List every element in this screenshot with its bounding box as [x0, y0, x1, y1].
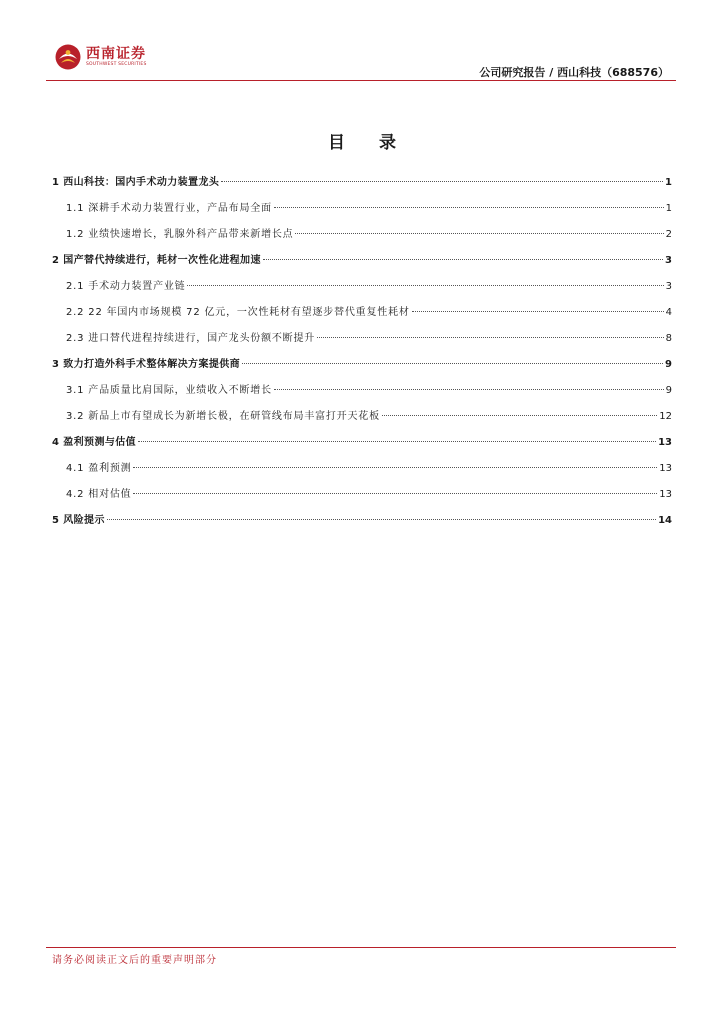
toc-dot-leader: [133, 493, 657, 494]
toc-entry-page: 13: [658, 437, 672, 448]
toc-entry-page: 1: [665, 177, 672, 188]
toc-dot-leader: [138, 441, 656, 442]
toc-entry-page: 12: [659, 411, 672, 422]
toc-entry[interactable]: [52, 378, 672, 404]
toc-entry-page: 1: [665, 203, 672, 214]
toc-entry[interactable]: [52, 482, 672, 508]
toc-entry-title: 3.2 新品上市有望成长为新增长极，在研管线布局丰富打开天花板: [66, 411, 380, 422]
toc-dot-leader: [317, 337, 664, 338]
footer-divider: [46, 947, 676, 948]
logo-wordmark: [86, 47, 147, 68]
toc-entry-title: 4 盈利预测与估值: [52, 437, 137, 448]
toc-entry-page: 9: [665, 359, 672, 370]
toc-entry[interactable]: [52, 456, 672, 482]
toc-dot-leader: [221, 181, 663, 182]
toc-dot-leader: [133, 467, 657, 468]
toc-entry-title: 1.1 深耕手术动力装置行业，产品布局全面: [66, 203, 272, 214]
toc-dot-leader: [295, 233, 663, 234]
footer-disclaimer: 请务必阅读正文后的重要声明部分: [52, 955, 217, 966]
toc-entry-page: 9: [665, 385, 672, 396]
toc-dot-leader: [263, 259, 663, 260]
toc-entry-title: 5 风险提示: [52, 515, 105, 526]
logo-english-name: SOUTHWEST SECURITIES: [86, 61, 147, 67]
toc-entry[interactable]: [52, 430, 672, 456]
toc-dot-leader: [107, 519, 656, 520]
toc-entry-page: 14: [658, 515, 672, 526]
logo-chinese-name: 西南证券: [86, 45, 146, 62]
company-logo: [55, 44, 147, 70]
toc-entry[interactable]: [52, 326, 672, 352]
toc-entry-title: 4.2 相对估值: [66, 489, 132, 500]
toc-dot-leader: [274, 389, 664, 390]
toc-dot-leader: [242, 363, 663, 364]
toc-entry-title: 3 致力打造外科手术整体解决方案提供商: [52, 359, 241, 370]
toc-entry-page: 8: [665, 333, 672, 344]
toc-entry-title: 2.1 手术动力装置产业链: [66, 281, 186, 292]
toc-entry-page: 3: [665, 281, 672, 292]
header-divider: [46, 80, 676, 81]
toc-dot-leader: [187, 285, 663, 286]
toc-entry[interactable]: [52, 222, 672, 248]
toc-entry-title: 2 国产替代持续进行，耗材一次性化进程加速: [52, 255, 261, 266]
toc-entry-title: 4.1 盈利预测: [66, 463, 132, 474]
toc-entry[interactable]: [52, 404, 672, 430]
toc-entry-title: 2.3 进口替代进程持续进行，国产龙头份额不断提升: [66, 333, 316, 344]
toc-entry-page: 4: [665, 307, 672, 318]
toc-entry-page: 2: [665, 229, 672, 240]
table-of-contents: [52, 170, 672, 534]
toc-entry[interactable]: [52, 508, 672, 534]
southwest-securities-logo-icon: [55, 44, 81, 70]
toc-entry[interactable]: [52, 300, 672, 326]
toc-entry-title: 1 西山科技：国内手术动力装置龙头: [52, 177, 220, 188]
report-title: 公司研究报告 / 西山科技（688576）: [479, 66, 669, 79]
toc-entry[interactable]: [52, 170, 672, 196]
toc-dot-leader: [382, 415, 657, 416]
toc-entry-title: 1.2 业绩快速增长，乳腺外科产品带来新增长点: [66, 229, 294, 240]
toc-heading: 目 录: [328, 133, 410, 153]
toc-entry-title: 3.1 产品质量比肩国际，业绩收入不断增长: [66, 385, 272, 396]
toc-entry[interactable]: [52, 196, 672, 222]
page-header: [0, 0, 724, 90]
toc-dot-leader: [412, 311, 664, 312]
toc-entry[interactable]: [52, 274, 672, 300]
toc-entry-page: 13: [659, 463, 672, 474]
toc-entry[interactable]: [52, 352, 672, 378]
toc-entry-title: 2.2 22 年国内市场规模 72 亿元，一次性耗材有望逐步替代重复性耗材: [66, 307, 410, 318]
toc-entry-page: 3: [665, 255, 672, 266]
toc-dot-leader: [274, 207, 664, 208]
toc-entry-page: 13: [659, 489, 672, 500]
toc-entry[interactable]: [52, 248, 672, 274]
